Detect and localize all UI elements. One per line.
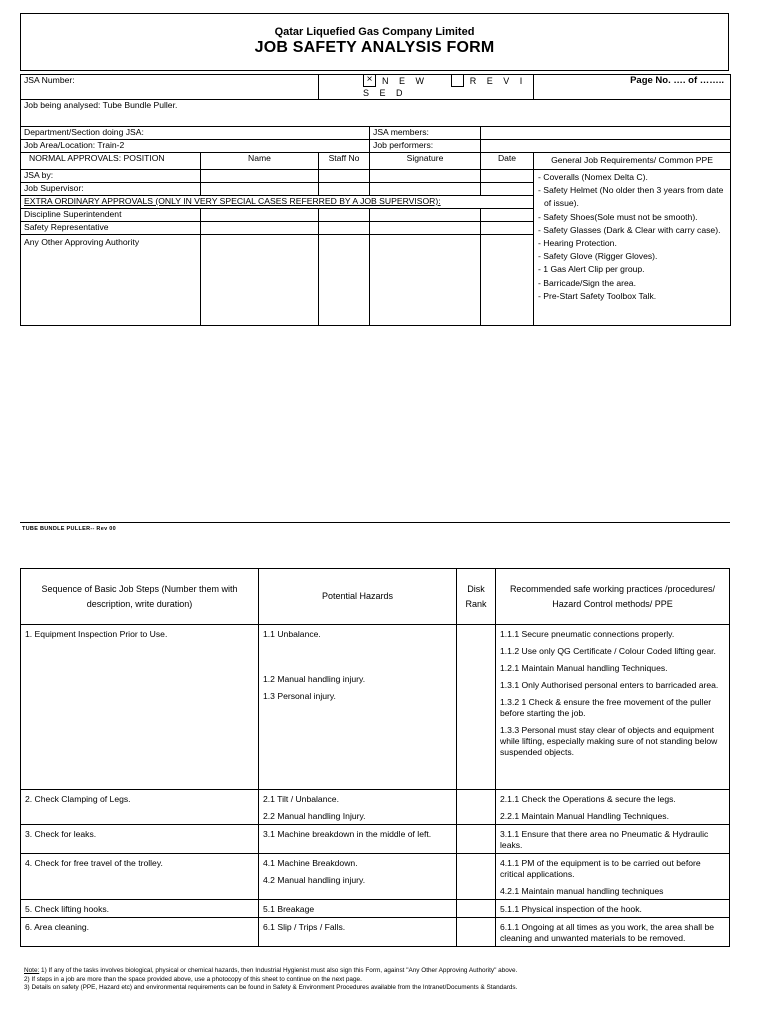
hazards-cell — [259, 625, 457, 790]
jsa-members-label: JSA members: — [370, 127, 481, 140]
practice-item: 2.1.1 Check the Operations & secure the legs. — [500, 794, 676, 804]
practice-item: 1.1.2 Use only QG Certificate / Colour Coded lifting gear. — [500, 646, 716, 656]
table-row — [21, 854, 730, 900]
practices-header: Recommended safe working practices /procedures/ Hazard Control methods/ PPE — [496, 569, 730, 625]
company-name: Qatar Liquefied Gas Company Limited — [274, 26, 475, 38]
form-header — [20, 13, 729, 71]
job-supervisor-staff[interactable] — [319, 183, 370, 196]
risk-cell[interactable] — [457, 790, 496, 825]
jsa-details-table — [20, 74, 731, 326]
ppe-item: - Safety Helmet (No older then 3 years from date of issue). — [538, 185, 724, 209]
other-authority-signature[interactable] — [370, 235, 481, 326]
table-row — [21, 900, 730, 918]
revised-label: R E V I S E D — [363, 75, 527, 98]
hazard-item: 4.1 Machine Breakdown. — [263, 858, 358, 868]
department-label: Department/Section doing JSA: — [21, 127, 370, 140]
job-supervisor-signature[interactable] — [370, 183, 481, 196]
practice-item: 5.1.1 Physical inspection of the hook. — [500, 904, 642, 914]
job-area-label: Job Area/Location: Train-2 — [21, 140, 370, 153]
ppe-item: - Coveralls (Nomex Delta C). — [538, 172, 648, 182]
approvals-position-header: NORMAL APPROVALS: POSITION — [21, 153, 201, 170]
job-analysed: Job being analysed: Tube Bundle Puller. — [21, 100, 731, 127]
practices-cell — [496, 900, 730, 918]
practice-item: 1.3.3 Personal must stay clear of objects and equipment while lifting, especially making sure of not standing below suspended objects. — [500, 725, 718, 757]
ppe-item: - Hearing Protection. — [538, 238, 617, 249]
hazards-header: Potential Hazards — [259, 569, 457, 625]
note-line — [24, 967, 734, 976]
safety-rep-label: Safety Representative — [21, 222, 201, 235]
hazard-item: 2.1 Tilt / Unbalance. — [263, 794, 339, 804]
note-line: 2) If steps in a job are more than the space provided above, use a photocopy of this sheet to continue on the next page. — [24, 975, 362, 983]
note-line: 3) Details on safety (PPE, Hazard etc) and environmental requirements can be found in Safety & Environment Procedures available from the Intranet/Documents & Standards. — [24, 984, 518, 992]
practice-item: 1.1.1 Secure pneumatic connections properly. — [500, 629, 675, 639]
job-performers-label: Job performers: — [370, 140, 481, 153]
practice-item: 1.2.1 Maintain Manual handling Techniques. — [500, 663, 668, 673]
jsa-by-signature[interactable] — [370, 170, 481, 183]
discipline-name[interactable] — [201, 209, 319, 222]
hazard-item: 3.1 Machine breakdown in the middle of left. — [263, 829, 432, 839]
step-cell: 3. Check for leaks. — [21, 825, 259, 854]
sequence-header: Sequence of Basic Job Steps (Number them with description, write duration) — [21, 569, 259, 625]
step-cell: 5. Check lifting hooks. — [21, 900, 259, 918]
extra-approvals-heading: EXTRA ORDINARY APPROVALS (ONLY IN VERY SPECIAL CASES REFERRED BY A JOB SUPERVISOR): — [21, 196, 534, 209]
risk-cell[interactable] — [457, 825, 496, 854]
hazard-item: 1.3 Personal injury. — [263, 691, 336, 701]
risk-cell[interactable] — [457, 900, 496, 918]
job-supervisor-label: Job Supervisor: — [21, 183, 201, 196]
practices-cell — [496, 790, 730, 825]
risk-cell[interactable] — [457, 918, 496, 947]
approvals-staff-header: Staff No — [319, 153, 370, 170]
safety-rep-signature[interactable] — [370, 222, 481, 235]
step-cell: 6. Area cleaning. — [21, 918, 259, 947]
job-performers-field[interactable] — [481, 140, 731, 153]
jsa-number-field[interactable] — [21, 75, 319, 100]
page-number: Page No. …. of …….. — [534, 75, 731, 100]
table-row — [21, 918, 730, 947]
table-row — [21, 625, 730, 790]
jsa-number-label: JSA Number: — [24, 75, 75, 85]
hazards-cell — [259, 900, 457, 918]
hazard-item: 1.1 Unbalance. — [263, 629, 321, 639]
ppe-list — [534, 170, 731, 326]
new-label: N E W — [382, 75, 429, 86]
safety-rep-date[interactable] — [481, 222, 534, 235]
ppe-header: General Job Requirements/ Common PPE — [534, 153, 731, 170]
hazards-cell — [259, 825, 457, 854]
step-cell: 4. Check for free travel of the trolley. — [21, 854, 259, 900]
discipline-signature[interactable] — [370, 209, 481, 222]
job-supervisor-date[interactable] — [481, 183, 534, 196]
hazards-cell — [259, 918, 457, 947]
practice-item: 2.2.1 Maintain Manual Handling Techniques. — [500, 811, 669, 821]
practices-cell — [496, 854, 730, 900]
jsa-by-name[interactable] — [201, 170, 319, 183]
discipline-label: Discipline Superintendent — [21, 209, 201, 222]
approvals-date-header: Date — [481, 153, 534, 170]
hazards-cell — [259, 854, 457, 900]
ppe-item: - Safety Glove (Rigger Gloves). — [538, 251, 658, 262]
ppe-item: - Pre-Start Safety Toolbox Talk. — [538, 290, 657, 301]
practice-item: 4.1.1 PM of the equipment is to be carried out before critical applications. — [500, 858, 701, 879]
other-authority-label: Any Other Approving Authority — [21, 235, 201, 326]
form-title: JOB SAFETY ANALYSIS FORM — [254, 39, 495, 56]
practices-cell — [496, 825, 730, 854]
practice-item: 6.1.1 Ongoing at all times as you work, the area shall be cleaning and unwanted materials to be removed. — [500, 922, 715, 943]
practice-item: 1.3.1 Only Authorised personal enters to barricaded area. — [500, 680, 719, 690]
new-checkbox[interactable]: × — [363, 74, 376, 87]
jsa-by-date[interactable] — [481, 170, 534, 183]
table-row — [21, 790, 730, 825]
ppe-item: - Safety Shoes(Sole must not be smooth). — [538, 211, 698, 222]
other-authority-name[interactable] — [201, 235, 319, 326]
safety-rep-staff[interactable] — [319, 222, 370, 235]
page-divider — [20, 522, 730, 523]
revision-status — [319, 75, 534, 100]
risk-cell[interactable] — [457, 854, 496, 900]
job-supervisor-name[interactable] — [201, 183, 319, 196]
ppe-item: - Barricade/Sign the area. — [538, 277, 636, 288]
risk-header: Disk Rank — [457, 569, 496, 625]
discipline-staff[interactable] — [319, 209, 370, 222]
revised-checkbox[interactable] — [451, 74, 464, 87]
practices-cell — [496, 625, 730, 790]
safety-rep-name[interactable] — [201, 222, 319, 235]
other-authority-staff[interactable] — [319, 235, 370, 326]
risk-cell[interactable] — [457, 625, 496, 790]
jsa-members-field[interactable] — [481, 127, 731, 140]
footnotes — [24, 967, 734, 993]
approvals-signature-header: Signature — [370, 153, 481, 170]
table-row — [21, 825, 730, 854]
hazard-item: 1.2 Manual handling injury. — [263, 674, 366, 684]
step-cell: 2. Check Clamping of Legs. — [21, 790, 259, 825]
practice-item: 3.1.1 Ensure that there area no Pneumatic & Hydraulic leaks. — [500, 829, 709, 850]
note-text: 1) If any of the tasks involves biological, physical or chemical hazards, then Industrial Hygienist must also sign this Form, against "Any Other Approving Authority" above. — [39, 967, 518, 974]
jsa-by-label: JSA by: — [21, 170, 201, 183]
other-authority-date[interactable] — [481, 235, 534, 326]
practice-item: 4.2.1 Maintain manual handling techniques — [500, 886, 664, 896]
jsa-by-staff[interactable] — [319, 170, 370, 183]
practice-item: 1.3.2 1 Check & ensure the free movement of the puller before starting the job. — [500, 697, 712, 718]
hazard-item: 5.1 Breakage — [263, 904, 315, 914]
hazards-cell — [259, 790, 457, 825]
revision-footer: TUBE BUNDLE PULLER-- Rev 00 — [22, 526, 116, 532]
hazard-item: 2.2 Manual handling Injury. — [263, 811, 366, 821]
practices-cell — [496, 918, 730, 947]
hazard-item: 6.1 Slip / Trips / Falls. — [263, 922, 346, 932]
note-label: Note: — [24, 967, 40, 974]
discipline-date[interactable] — [481, 209, 534, 222]
hazard-item: 4.2 Manual handling injury. — [263, 875, 366, 885]
job-steps-table — [20, 568, 730, 947]
approvals-name-header: Name — [201, 153, 319, 170]
step-cell: 1. Equipment Inspection Prior to Use. — [21, 625, 259, 790]
ppe-item: - Safety Glasses (Dark & Clear with carry case). — [538, 224, 721, 235]
ppe-item: - 1 Gas Alert Clip per group. — [538, 264, 645, 275]
